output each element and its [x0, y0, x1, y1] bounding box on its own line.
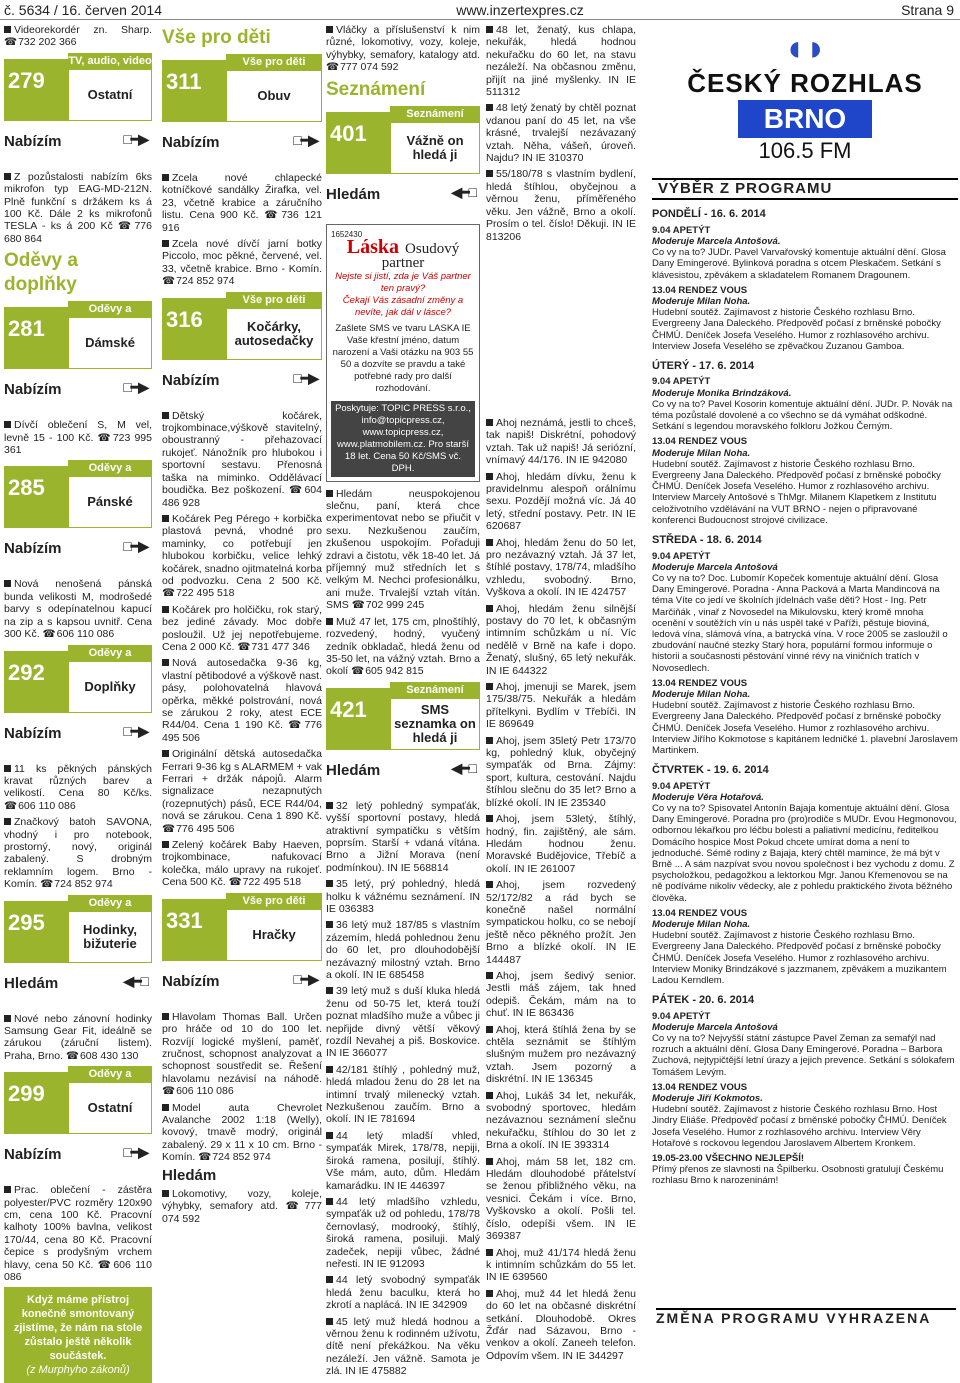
radio-program-column [652, 24, 958, 1326]
classified-ad: Ahoj, jsem šedivý senior. Jestli máš zájem, tak hned odepiš. Čekám, mám na to chuť. IN IE 863436 [486, 969, 636, 1020]
program-item [652, 1082, 958, 1149]
classified-ad: Hledám neuspokojenou slečnu, paní, která chce experimentovat nebo se přiučit v sexu. Nezkušenou zaučím, zkušenou uspokojím. Pořaduji zdravi a čistotu, věk 18-40 let. Já příjemný muž středních let s velkým M. Nechci profesionálku, ani muže. Trvalejší vztah vítán. SMS ☎ 702 999 245 [326, 488, 480, 612]
program-time: 9.04 APETÝT [652, 376, 711, 388]
classified-ad: Ahoj, muž 44 let hledá ženu do 60 let na občasné diskrétní setkání. Dlouhodobě. Okres Žďár nad Sázavou, Brno - venkov a okolí. Zaneeh telefon. Odpovím všem. IN IE 344297 [486, 1287, 636, 1362]
classified-ad: Nová autosedačka 9-36 kg, vlastní pětibodové a výškově nast. pásy, polohovatelná hlavová opěrka, měkké polstrování, nová se zárukou 2 roky, atest ECE R44/04. Cena 1 190 Kč. ☎ 776 495 506 [162, 657, 322, 744]
category-281: Oděvy a Dámské 281 Nabízím □━▶ [4, 301, 152, 413]
category-421: Seznámení SMS seznamka on hledá ji 421 Hledám ◀━□ [326, 682, 480, 794]
day-heading: PÁTEK - 20. 6. 2014 [652, 994, 755, 1007]
program-description: Hudební soutěž. Zajímavost z historie Českého rozhlasu Brno. Evergreeny Jana Daleckého. Předpověď počasí z brněnské pobočky ČHMÚ. Deníček Josefa Veselého. Humor z rozhlasového archivu. Interview Josefa Veselého se zpěvačkou Zuzanou Gamboa. [652, 307, 941, 352]
classified-ad: Prac. oblečení - zástěra polyester/PVC rozměry 120x90 cm, cena 100 Kč. Pracovní kalhoty 100% bavlna, velikost 170/44, cena 80 Kč. Pracovní čepice s prodyšným vrchem hlavy, cena 50 Kč. ☎ 606 110 086 [4, 1184, 152, 1283]
classified-ad: Zelený kočárek Baby Haeven, trojkombinace, nafukovací kolečka, málo upravy na rukojeť. Cena 500 Kč. ☎ 722 495 518 [162, 839, 322, 889]
day-heading: PONDĚLÍ - 16. 6. 2014 [652, 208, 766, 221]
love-sms-ad: 1652430 Láska Osudový partner Nejste si jistí, zda je Váš partner ten pravý? Čekají Vás zásadní změny a nevíte, jak dál v lásce? Zašlete SMS ve tvaru LASKA IE Vaše křestní jméno, datum narození a Vaši otázku na 903 55 50 a dozvíte se pravdu a také potřebné rady pro další rozhodování. Poskytuje: TOPIC PRESS s.r.o., info@topicpress.cz, www.topicpress.cz, www.platmobilem.cz. Pro starší 18 let. Cena 50 Kč/SMS vč. DPH. [326, 224, 480, 482]
classified-ad: Muž 47 let, 175 cm, plnoštíhlý, rozvedený, hodný, vyučený zedník obkladač, hledá ženu od 35-50 let, na vážný vztah. Brno a okolí ☎ 605 942 815 [326, 616, 480, 678]
program-moderator: Moderuje Marcela Antošová. [652, 236, 781, 248]
murphy-quote-box: Když máme přístroj konečně smontovaný zjistíme, že nám na stole zůstalo ještě několik součástek. (z Murphyho zákonů) [4, 1287, 152, 1383]
classified-ad: Ahoj, hledám ženu silnější postavy do 70 let, k občasným intimním schůzkám u ní. Víc nedělě v Brně na kafe i dopo. Ženatý, slušný, 65 letý nekuřák. IN IE 644322 [486, 602, 636, 677]
hledam-label: Hledám [162, 1166, 217, 1184]
program-description: Co vy na to? Spisovatel Antonín Bajaja komentuje aktuální dění. Glosa Dany Emingerové. Poradna pro (pro)rodiče s MUDr. Evou Hegmonovou, odbornou lékařkou pro léčbu bolesti a paliativní medicínu, ředitelkou Domácího hospice Most Pokud chcete umírat doma a není to jednoduché. Sémě rodiny z Bajaja, který chtěl mamince, že má být v Brně ... A sám nazpívat svou novou společnost i bez vychodu z domu. Z psycholožkou, pedagožkou a lektorkou Mgr. Janou Křemenovou se na ně podíváme nikoliv vědecky, ale z pohledu praktického života běžného člověka. [652, 802, 957, 904]
program-item [652, 551, 958, 674]
arrow-icon: □━▶ [123, 130, 148, 147]
program-moderator: Moderuje Milan Noha. [652, 919, 751, 930]
category-331: Vše pro děti Hračky 331 Nabízím □━▶ [162, 893, 322, 1005]
arrow-left-icon: ◀━□ [123, 972, 148, 989]
classified-ad: Zcela nové dívčí jarní botky Piccolo, moc pěkné, červené, vel. 33, včetně krabice. Brno - Komín. ☎ 724 852 974 [162, 238, 322, 288]
program-moderator: Moderuje Monika Brindzáková. [652, 387, 792, 399]
classified-ad: Ahoj, Lukáš 34 let, nekuřák, svobodný sportovec, hledám nezávaznou seznámení slečnu nekuřačku, štíhlou do 30 let z Brna a okolí. IN IE 393314 [486, 1089, 636, 1152]
classified-ad: Ahoj, jsem rozvedený 52/172/82 a rád bych se konečně našel normální sympatickou holku, co se nebojí ještě něco pěkného prožít. Jen Brno a blízké okolí. IN IE 144487 [486, 879, 636, 966]
program-moderator: Moderuje Jiří Kokmotos. [652, 1093, 763, 1105]
classified-ad: Ahoj, jmenuji se Marek, jsem 175/38/75. Nekuřák a hledám přítelkyni. Bydlím v Třebíči. IN IE 869649 [486, 681, 636, 731]
classified-ad: Ahoj neznámá, jestli to chceš, tak napiš! Diskrétní, pohodový vztah. Tak už napiš! Já seriózní, vnímavý 44/176. IN IE 942080 [486, 416, 636, 467]
classified-ad: Ahoj, mám 58 let, 182 cm. Hledám dlouhodobé přátelství se ženou přibližného věku, na vesnici. Čekám i více. Brno, Vyškovsko a okolí. Pošli tel. číslo, odepíši všem. IN IE 369387 [486, 1155, 636, 1243]
program-description: Co vy na to? Pavel Kosorin komentuje aktuální dění. JUDr. P. Novák na téma pozůstalé dovolené a co všechno se dá vymáhat odškodné. Setkání s legendou moravského folkloru Jožkou Černým. [652, 398, 953, 433]
classified-ad: Lokomotivy, vozy, koleje, výhybky, semafory atd. ☎ 777 074 592 [162, 1188, 322, 1225]
program-days [652, 208, 958, 1186]
arrow-icon: □━▶ [293, 132, 318, 148]
program-moderator: Moderuje Marcela Antošová [652, 1021, 778, 1033]
arrow-icon: □━▶ [123, 1144, 148, 1161]
column-2 [162, 24, 322, 1326]
program-item [652, 225, 958, 281]
column-4 [486, 24, 636, 1362]
section-title: Vše pro děti [162, 27, 271, 48]
program-time: 13.04 RENDEZ VOUS [652, 1081, 748, 1093]
category-316: Vše pro děti Kočárky, autosedačky 316 Nabízím □━▶ [162, 292, 322, 404]
column-1 [4, 24, 152, 1377]
classified-ad: Ahoj, muž 41/174 hledá ženu k intimním schůzkám do 55 let. IN IE 639560 [486, 1246, 636, 1284]
program-item [652, 781, 958, 904]
classified-ad: Model auta Chevrolet Avalanche 2002 1:18 (Welly), kovový, tmavě modrý, originál zabalený. 29 x 11 x 10 cm. Brno - Komín. ☎ 724 852 974 [162, 1102, 322, 1164]
category-299: Oděvy a Ostatní 299 Nabízím □━▶ [4, 1066, 152, 1178]
classified-ad: Ahoj, hledám ženu do 50 let, pro nezávazný vztah. Já 37 let, štíhlé postavy, 178/74, mladšího vzhledu, svobodný. Brno, Vyškova a okolí. IN IE 424757 [486, 536, 636, 599]
classified-ad: Ahoj, jsem 53letý, štíhlý, hodný, fin. zajištěný, ale sám. Hledám hodnou ženu. Moravské Budějovice, Třebíč a okolí. IN IE 261007 [486, 813, 636, 875]
program-time: 13.04 RENDEZ VOUS [652, 677, 748, 689]
classified-ad: Ahoj, hledám dívku, ženu k pravidelnmu alespoň orálnímu sexu. Pozdějí možná víc. Já 40 letý, střední postavy. Petr. IN IE 620687 [486, 470, 636, 533]
classified-ad: Nová nenošená pánská bunda velikosti M, modrošedé barvy s odepínatelnou kapucí na zip a s kapsou uvnitř. Cena 300 Kč. ☎ 606 110 086 [4, 578, 152, 640]
issue-label: č. 5634 / 16. červen 2014 [4, 2, 162, 18]
program-moderator: Moderuje Milan Noha. [652, 447, 751, 459]
classified-ad: Hlavolam Thomas Ball. Určen pro hráče od 10 do 100 let. Rozvíjí logické myšlení, paměť, zručnost, schopnost analyzovat a schopnost soustředit se. Řešení hlavolamu nezávisí na náhodě. ☎ 606 110 086 [162, 1011, 322, 1098]
arrow-icon: □━▶ [293, 369, 318, 386]
classified-ad: 44 letý mladšího vzhledu, sympaťák už od pohledu, 178/78 černovlasý, modrooký, štíhlý, široká ramena, posiluji. Malý zadeček, nepiji vůbec, žádné neřesti. IN IE 912093 [326, 1195, 480, 1270]
program-description: Hudební soutěž. Zajímavost z historie Českého rozhlasu Brno. Host Jindry Eliáše. Předpověď počasí z brněnské pobočky ČHMÚ. Deníček Josefa Veselého. Humor z rozhlasového archivu. Interview Věry Hotařové s rockovou legendou Jaroslavem Albertem Kronkem. [652, 1104, 947, 1149]
classified-ad: 42/181 štíhlý , pohledný muž, hledá mladou ženu do 28 let na intimní trvalý milenecký vztah. Nezkušenou zaučím. Brno a okolí. IN IE 781694 [326, 1063, 480, 1126]
program-moderator: Moderuje Milan Noha. [652, 688, 751, 700]
program-time: 9.04 APETÝT [652, 224, 711, 236]
section-title: Seznámení [326, 78, 426, 100]
section-title: Oděvy a doplňky [4, 250, 78, 296]
classified-ad: 39 letý muž s duší kluka hledá ženu od 50-75 let, která touží poznat mladšího muže a vůbec ji nepřijde divný větší věkový rozdíl Nevahej a piš. Boskovice. IN IE 366077 [326, 985, 480, 1060]
page-header [0, 0, 960, 20]
classified-ad: 44 letý mladší vhled, sympaťák Mirek, 178/78, nepiji, široká ramena, posilují, štíhlý. Vše mám, auto, dům. Hledám kamarádku. IN IE 446397 [326, 1129, 480, 1192]
site-url[interactable]: www.inzertexpres.cz [456, 2, 584, 18]
classified-ad: 35 letý, prý pohledný, hledá holku k vážnému seznámení. IN IE 036383 [326, 878, 480, 915]
page-number: Strana 9 [901, 2, 954, 18]
program-item [652, 908, 958, 986]
program-description: Co vy na to? JUDr. Pavel Varvařovský komentuje aktuální dění. Glosa Dany Emingerové. Bylinková poradna s otcem Pleskačem. Setkání s klávesistou, zpěvákem a skladatelem Romanem Dragounem. [652, 247, 946, 281]
arrow-icon: □━▶ [123, 538, 148, 555]
program-item [652, 1153, 958, 1187]
classified-ad: 45 letý muž hledá hodnou a věrnou ženu k rodinném užívotu, dítě není překážkou. Na věku nezáleží. Jen vážně. Samota je zlá. IN IE 475882 [326, 1315, 480, 1378]
program-time: 19.05-23.00 VŠECHNO NEJLEPŠÍ! [652, 1153, 805, 1165]
program-moderator: Moderuje Věra Hotařová. [652, 791, 764, 803]
spacer [486, 247, 636, 417]
arrow-left-icon: ◀━□ [451, 183, 476, 200]
classified-ad: Dětský kočárek, trojkombinace,výškově stavitelný, oboustranný - přehazovací rukojeť. Nánožník pro hlubokou i sportovní sestavu. Přenosná taška na miminko. Oddělávací boudička. Bez poškození. ☎ 604 486 928 [162, 410, 322, 509]
program-title: VÝBĚR Z PROGRAMU [652, 178, 958, 200]
program-footer: ZMĚNA PROGRAMU VYHRAZENA [656, 1308, 956, 1324]
arrow-icon: □━▶ [123, 722, 148, 739]
program-description: Co vy na to? Doc. Lubomír Kopeček komentuje aktuální dění. Glosa Dany Emingerové. Poradna - Anna Packová a Marta Mandincová na téma Víte co jedí ve školních jídelnách vaše děti? Host - Ing. Petr Marčiňák , vinař z Novosedel na Mikulovsku, který kromě mnoha ocenění v soutěžích vín u nás uspěl také v Paříži, pěstuje bioviná, ledová vína, slámová vína, a batrycká vína. V roce 2005 se zasloužil o zbudování naučné stezky Starý hora, populární formou informuje o historii a současnosti pěstování vinné révy na viničních tratích v Novosedlech. [652, 572, 948, 674]
day-heading: STŘEDA - 18. 6. 2014 [652, 534, 762, 547]
program-description: Přímý přenos ze slavnosti na Špilberku. Osobnosti gratulují Českému rozhlasu Brno k narozeninám! [652, 1164, 944, 1187]
program-time: 13.04 RENDEZ VOUS [652, 907, 748, 919]
day-heading: ÚTERÝ - 17. 6. 2014 [652, 360, 755, 373]
program-description: Co vy na to? Nejvyšší státní zástupce Pavel Zeman za semafýl nad rozruch a aktuální dění. Glosa Dany Emingerové. Poradna – Barbora Zuchová, nejtypičtější letní úrazy a jejich prevence. Setkání s sólokafem Tomášem Levým. [652, 1033, 955, 1078]
classified-ad: 48 letý ženatý by chtěl poznat vdanou paní do 45 let, na vše krásné, trvalejší nezávazaný vztah. Něha, vášeň, úroveň. Najdu? IN IE 310370 [486, 102, 636, 165]
classified-ad: Vláčky a příslušenství k nim různé, lokomotivy, vozy, koleje, výhybky, semafory, katalogy atd. ☎ 777 074 592 [326, 24, 480, 74]
program-moderator: Moderuje Marcela Antošová [652, 561, 778, 573]
radio-wave-icon: ◖◗ [783, 27, 827, 68]
program-item [652, 285, 958, 352]
classified-ad: 36 letý muž 187/85 s vlastním zázemím, hledá pohlednou ženu do 60 let, pro dlouhodobější nezávazný milostný vztah. Brno a okolí. IN IE 685458 [326, 919, 480, 981]
category-292: Oděvy a Doplňky 292 Nabízím □━▶ [4, 645, 152, 757]
classified-ad: 44 letý svobodný sympaťák hledá ženu baculku, která ho zkrotí a naplácá. IN IE 342909 [326, 1274, 480, 1312]
program-time: 9.04 APETÝT [652, 550, 711, 562]
program-time: 9.04 APETÝT [652, 1010, 711, 1022]
classified-ad: Ahoj, jsem 35letý Petr 173/70 kg, pohledný kluk, obyčejný sympaťák od Brna. Zájmy: sport, kultura, cestování. Najdu štíhlou slečnu do 35 let? Brno a blízké okolí. IN IE 235340 [486, 734, 636, 809]
program-description: Hudební soutěž. Zajímavost z historie Českého rozhlasu Brno. Evergreeny Jana Daleckého. Předpověď počasí z brněnské pobočky ČHMÚ. Deníček Josefa Veselého. Humor z rozhlasového archivu. Interview Marcely Antošové s ThMgr. Milanem Klapetkem z Institutu celoživotního vzdělávání na VUT BRNO - nejen o připravované konferenci Budoucnost strojové civilizace. [652, 458, 941, 526]
category-295: Oděvy a Hodinky, bižuterie 295 Hledám ◀━□ [4, 895, 152, 1007]
arrow-left-icon: ◀━□ [451, 759, 476, 776]
day-heading: ČTVRTEK - 19. 6. 2014 [652, 764, 769, 777]
category-401: Seznámení Vážně on hledá ji 401 Hledám ◀━□ [326, 106, 480, 218]
program-moderator: Moderuje Milan Noha. [652, 296, 751, 308]
program-item [652, 436, 958, 526]
classified-ad: Značkový batoh SAVONA, vhodný i pro notebook, prostorný, nový, originál zabalený. S drobným reklamním logem. Brno - Komín. ☎ 724 852 974 [4, 816, 152, 890]
cesky-rozhlas-logo: ◖◗ ČESKÝ ROZHLAS BRNO 106.5 FM [652, 24, 958, 174]
program-item [652, 376, 958, 432]
program-description: Hudební soutěž. Zajímavost z historie Českého rozhlasu Brno. Evergreeny Jana Daleckého. Předpověď počasí z brněnské pobočky ČHMÚ. Deníček Josefa Veselého. Humor z rozhlasového archivu. Interview Jiřího Kokmotose s kapitánem ledničké 1. plavební Jaroslavem Martinkem. [652, 700, 958, 756]
classified-ad: Ahoj, která štíhlá žena by se chtěla seznámit se štíhlým slušným mužem pro nezávazný vztah. Jsem pozorný a diskrétní. IN IE 136345 [486, 1023, 636, 1086]
program-item [652, 678, 958, 756]
classified-ad: Zcela nové chlapecké kotníčkové sandálky Žirafka, vel. 23, včetně krabice a záručního listu. Cena 900 Kč. ☎ 736 121 916 [162, 172, 322, 234]
arrow-icon: □━▶ [123, 379, 148, 396]
program-time: 13.04 RENDEZ VOUS [652, 436, 748, 448]
program-description: Hudební soutěž. Zajímavost z historie Českého rozhlasu Brno. Evergreeny Jana Daleckého. Předpověď počasí z brněnské pobočky ČHMÚ. Deníček Josefa Veselého. Humor z rozhlasového archivu. Interview Moniky Brindzákové s jazzmanem, zpěvákem a muzikantem Ladou Kerndlem. [652, 930, 947, 987]
classified-ad: Nové nebo zánovní hodinky Samsung Gear Fit, ideálně se zárukou (záruční listem). Praha, Brno. ☎ 608 430 130 [4, 1013, 152, 1063]
classified-ad: Kočárek pro holčičku, rok starý, bez jediné závady. Moc dobře posloužil. Už jej nepotřebujeme. Cena 2 000 Kč. ☎ 731 477 346 [162, 604, 322, 654]
category-279: TV, audio, video Ostatní 279 Nabízím □━▶ [4, 54, 152, 150]
program-time: 13.04 RENDEZ VOUS [652, 284, 748, 296]
arrow-icon: □━▶ [293, 970, 318, 987]
classified-ad: Z pozůstalosti nabízím 6ks mikrofon typ EAG-MD-212N. Plně funkční s držákem ks á 100 Kč. Dále 2 ks mikrofonů TESLA - ks á 200 Kč ☎ 776 680 864 [4, 171, 152, 245]
classified-ad: 48 let, ženatý, kus chlapa, nekuřák, hledá hodnou nekuřačku do 60 let, na stavu nezáleží. Na občasnou změnu, přijít na jiné myšlenky. IN IE 511312 [486, 24, 636, 99]
column-3 [326, 24, 480, 1378]
classified-ad: Videorekordér zn. Sharp. ☎ 732 202 366 [4, 24, 152, 49]
program-time: 9.04 APETÝT [652, 780, 711, 792]
classified-ad: Kočárek Peg Pérego + korbička plastová pevná, vhodné pro maminky, co potřebují jen hlubokou korbičku, velice lehký kočárek, snadno ojitmatelná korba od podvozku. Cena 2 500 Kč. ☎ 722 495 518 [162, 513, 322, 600]
program-item [652, 1011, 958, 1078]
classified-ad: 32 letý pohledný sympaťák, vyšší sportovní postavy, hledá atraktivní sympatičku s větším poprsím. Starší + vdaná vítána. Brno a Jižní Morava (není podmínkou). IN IE 568814 [326, 799, 480, 874]
category-285: Oděvy a Pánské 285 Nabízím □━▶ [4, 460, 152, 572]
classified-ad: 55/180/78 s vlastním bydlení, hledá štíhlou, obyčejnou a věrnou ženu, příměřeného věku. Jen vážně, Brno a okolí. Prosím o tel. číslo! Děkuji. IN IE 813206 [486, 168, 636, 243]
classified-ad: Originální dětská autosedačka Ferrari 9-36 kg s ALARMEM + vak Ferrari + držák nápojů. Alarm signalizace nezapnutých (rozepnutých) pásů, ECE R44/04, nová se zárukou. Cena 1 890 Kč. ☎ 776 495 506 [162, 748, 322, 835]
category-311: Vše pro děti Obuv 311 Nabízím □━▶ [162, 54, 322, 166]
classified-ad: 11 ks pěkných pánských kravat různých barev a velikostí. Cena 80 Kč/ks. ☎ 606 110 086 [4, 763, 152, 813]
classified-ad: Dívčí oblečení S, M vel, levně 15 - 100 Kč. ☎ 723 995 361 [4, 419, 152, 456]
